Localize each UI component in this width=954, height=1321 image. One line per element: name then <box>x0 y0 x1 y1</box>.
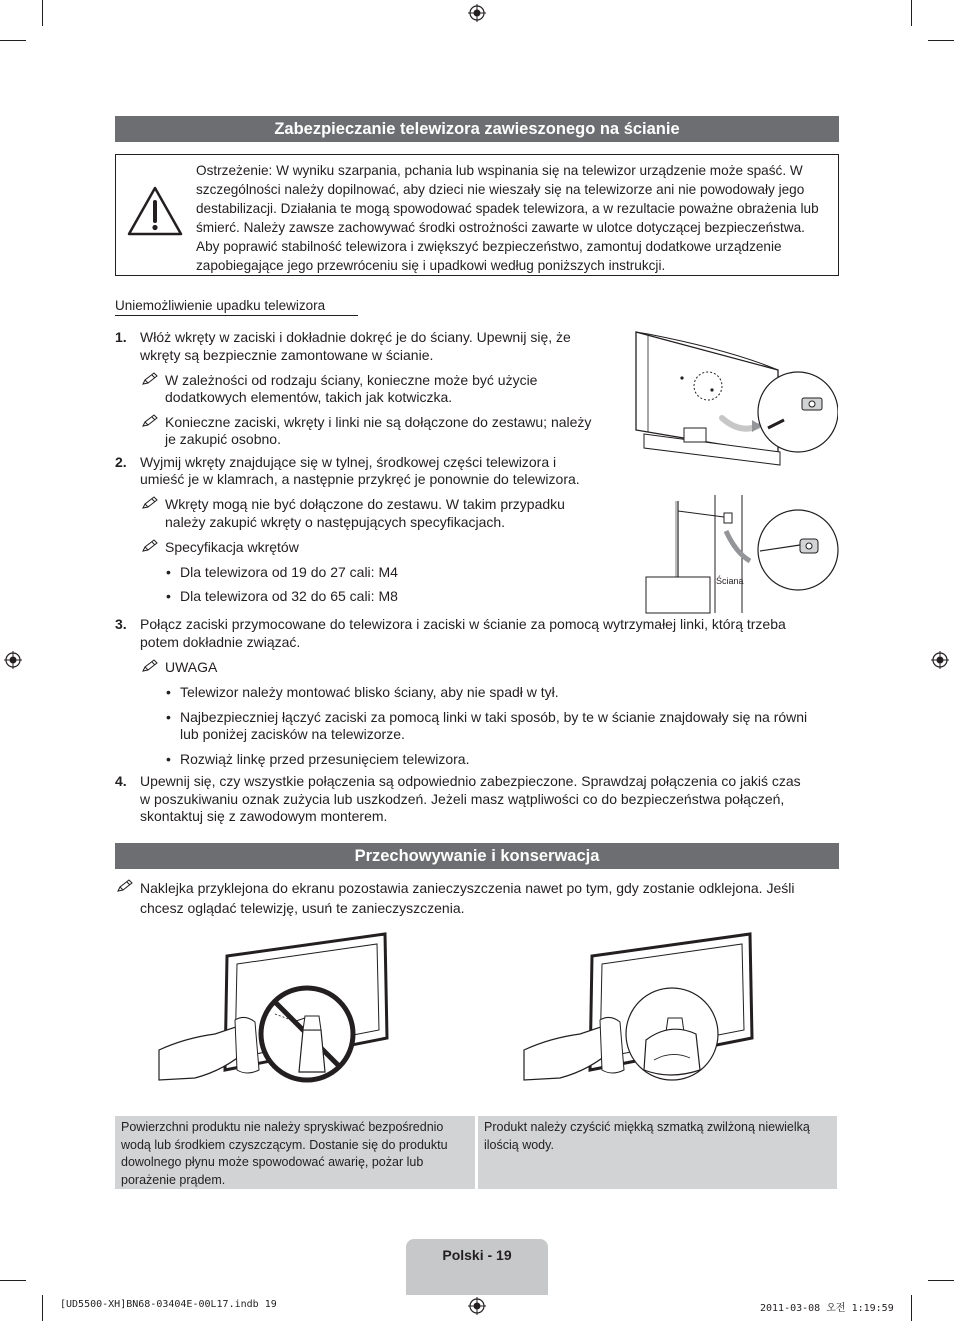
tv-bracket-illustration <box>630 330 838 470</box>
pencil-note-icon <box>141 539 159 553</box>
pencil-note-icon <box>141 496 159 510</box>
step-number: 2. <box>115 454 127 470</box>
bullet-text: Najbezpieczniej łączyć zaciski za pomocą linki w taki sposób, by te w ścianie znajdowały się na równi <box>180 709 808 725</box>
do-not-spray-illustration <box>155 930 395 1090</box>
bullet-text: Rozwiąż linkę przed przesunięciem telewizora. <box>180 751 470 767</box>
step-text: wkręty są bezpiecznie zamontowane w ścianie. <box>140 347 434 363</box>
step-text: Włóż wkręty w zaciski i dokładnie dokręć je do ściany. Upewnij się, że <box>140 329 571 345</box>
step-text: w poszukiwaniu oznak zużycia lub uszkodzeń. Jeżeli masz wątpliwości co do bezpieczeństwa połączeń, <box>140 791 785 807</box>
bullet-marker: • <box>166 684 171 700</box>
note-text: W zależności od rodzaju ściany, konieczne może być użycie <box>165 372 538 388</box>
bullet-text: Dla telewizora od 19 do 27 cali: M4 <box>180 564 398 580</box>
print-slug-date: 2011-03-08 오전 1:19:59 <box>760 1303 894 1314</box>
caption-wipe-cloth: Produkt należy czyścić miękką szmatką zwilżoną niewielką ilością wody. <box>478 1116 837 1189</box>
crop-mark <box>928 1280 954 1281</box>
bullet-marker: • <box>166 564 171 580</box>
bullet-text: lub poniżej zacisków na telewizorze. <box>180 726 405 742</box>
crop-mark <box>911 0 912 26</box>
note-text: Naklejka przyklejona do ekranu pozostawia zanieczyszczenia nawet po tym, gdy zostanie odklejona. Jeśli <box>140 880 795 896</box>
bullet-marker: • <box>166 709 171 725</box>
crop-mark <box>0 40 26 41</box>
bullet-text: Telewizor należy montować blisko ściany, aby nie spadł w tył. <box>180 684 559 700</box>
pencil-note-icon <box>141 372 159 386</box>
pencil-note-icon <box>141 659 159 673</box>
note-text: Konieczne zaciski, wkręty i linki nie są dołączone do zestawu; należy <box>165 414 592 430</box>
wipe-with-cloth-illustration <box>520 930 760 1090</box>
step-text: Wyjmij wkręty znajdujące się w tylnej, środkowej części telewizora i <box>140 454 557 470</box>
crop-mark <box>0 1280 26 1281</box>
step-number: 1. <box>115 329 127 345</box>
bullet-marker: • <box>166 588 171 604</box>
note-text: należy zakupić wkręty o następujących specyfikacjach. <box>165 514 506 530</box>
crop-mark <box>42 0 43 26</box>
step-number: 3. <box>115 616 127 632</box>
warning-box <box>115 154 839 276</box>
section-title-wall-mount: Zabezpieczanie telewizora zawieszonego na ścianie <box>115 116 839 142</box>
step-text: umieść je w klamrach, a następnie przykręć je ponownie do telewizora. <box>140 471 580 487</box>
step-text: Upewnij się, czy wszystkie połączenia są odpowiednio zabezpieczone. Sprawdzaj połączenia co jakiś czas <box>140 773 801 789</box>
crop-mark <box>911 1295 912 1321</box>
note-text: je zakupić osobno. <box>165 431 281 447</box>
bullet-text: Dla telewizora od 32 do 65 cali: M8 <box>180 588 398 604</box>
subheading-underline <box>115 315 358 316</box>
section-title-storage: Przechowywanie i konserwacja <box>115 843 839 869</box>
warning-triangle-icon <box>126 185 184 237</box>
step-number: 4. <box>115 773 127 789</box>
step-text: skontaktuj się z zawodowym monterem. <box>140 808 388 824</box>
print-slug-file: [UD5500-XH]BN68-03404E-00L17.indb 19 <box>60 1299 277 1310</box>
note-label: UWAGA <box>165 659 218 675</box>
pencil-note-icon <box>141 414 159 428</box>
pencil-note-icon <box>116 879 134 893</box>
step-text: Połącz zaciski przymocowane do telewizora i zaciski w ścianie za pomocą wytrzymałej linki, którą trzeba <box>140 616 786 632</box>
caption-do-not-spray: Powierzchni produktu nie należy spryskiwać bezpośrednio wodą lub środkiem czyszczącym. Dostanie się do produktu dowolnego płynu może spowodować awarię, pożar lub porażenie prądem. <box>115 1116 475 1189</box>
registration-mark-icon <box>468 4 486 22</box>
warning-text <box>196 161 830 275</box>
step-text: potem dokładnie związać. <box>140 634 301 650</box>
bullet-marker: • <box>166 751 171 767</box>
wall-mount-illustration <box>640 495 840 615</box>
warning-label: Ostrzeżenie <box>196 163 269 178</box>
note-text: dodatkowych elementów, takich jak kotwiczka. <box>165 389 453 405</box>
page-number-tab <box>406 1239 548 1295</box>
wall-label: Ściana <box>716 576 744 586</box>
registration-mark-icon <box>468 1297 486 1315</box>
subheading-prevent-fall: Uniemożliwienie upadku telewizora <box>115 298 326 313</box>
warning-body: : W wyniku szarpania, pchania lub wspinania się na telewizor urządzenie może spaść. W szczególności należy dopilnować, aby dzieci nie wieszały się na telewizorze ani nie powodowały jego destabilizacji. Działania te mogą spowodować spadek telewizora, a w rezultacie poważne obrażenia lub śmierć. Należy zawsze zachowywać środki ostrożności zawarte w ulotce dotyczącej bezpieczeństwa. Aby poprawić stabilność telewizora i zwiększyć bezpieczeństwo, zamontuj dodatkowe urządzenie zapobiegające jego przewróceniu się i upadkowi według poniższych instrukcji. <box>196 163 819 273</box>
crop-mark <box>42 1295 43 1321</box>
registration-mark-icon <box>4 651 22 669</box>
registration-mark-icon <box>931 651 949 669</box>
crop-mark <box>928 40 954 41</box>
note-text: Specyfikacja wkrętów <box>165 539 299 555</box>
note-text: Wkręty mogą nie być dołączone do zestawu. W takim przypadku <box>165 496 565 512</box>
note-text: chcesz oglądać telewizję, usuń te zanieczyszczenia. <box>140 900 465 916</box>
page-number: Polski - 19 <box>442 1247 512 1263</box>
